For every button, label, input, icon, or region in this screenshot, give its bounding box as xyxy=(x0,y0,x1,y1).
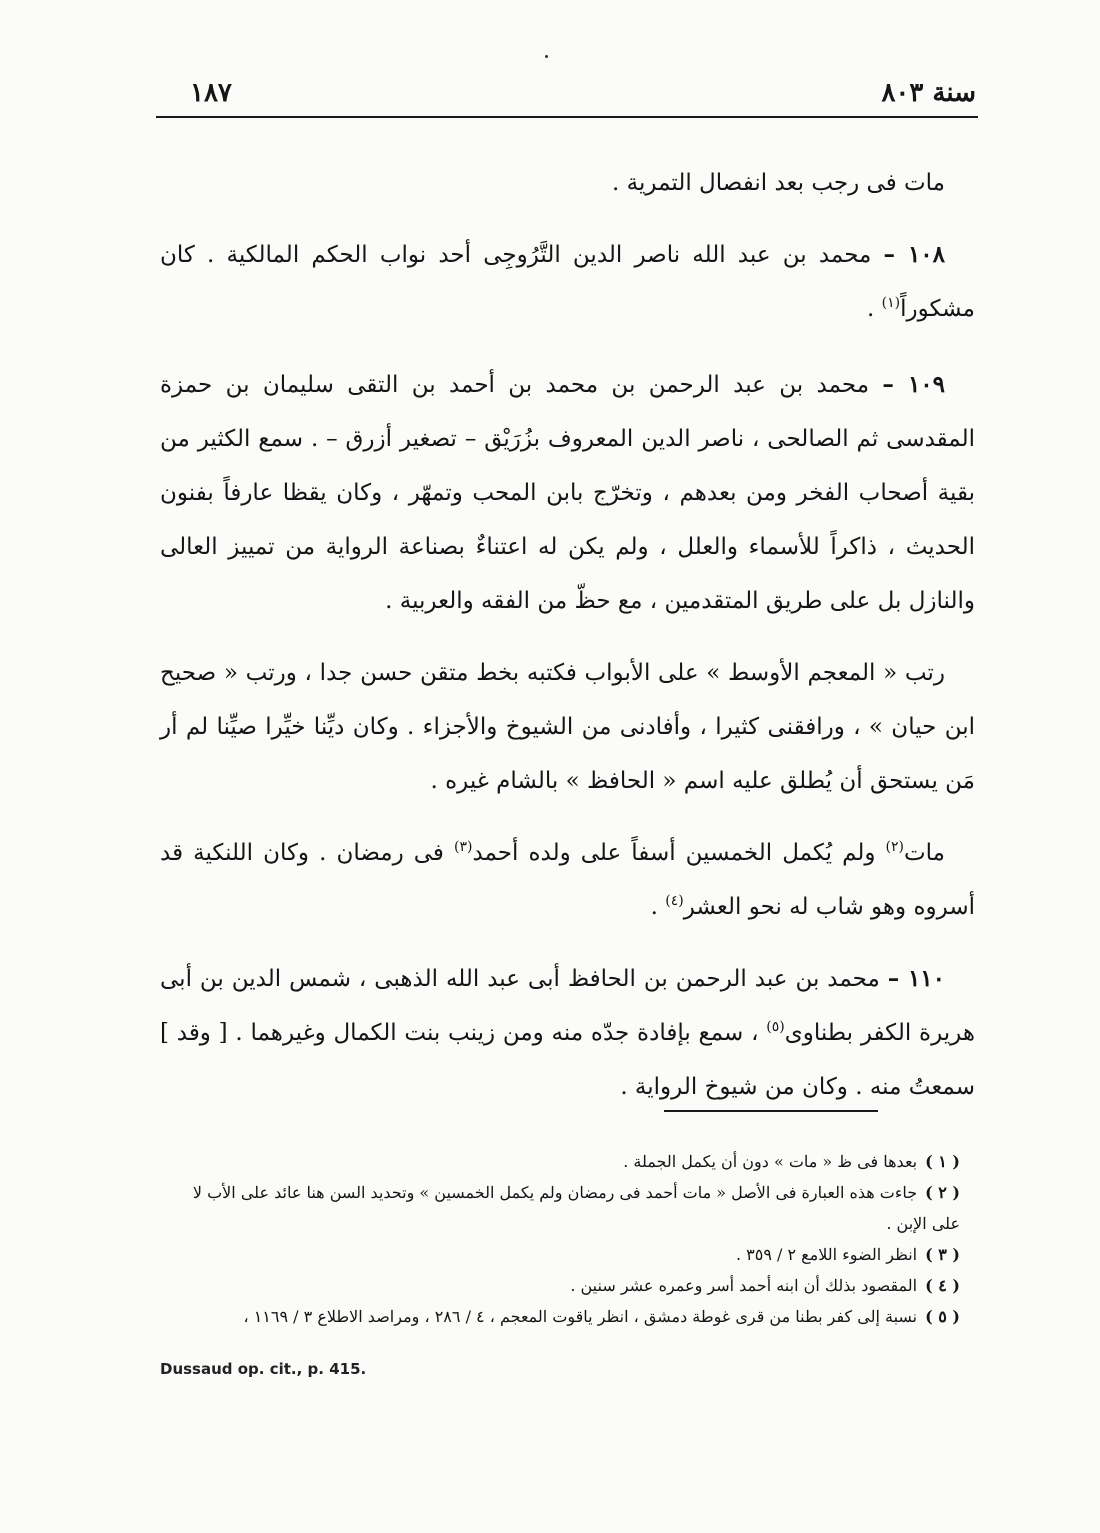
paragraph: رتب « المعجم الأوسط » على الأبواب فكتبه بخط متقن حسن جدا ، ورتب « صحيح ابن حيان » ، ورافقنى كثيرا ، وأفادنى من الشيوخ والأجزاء . وكان ديِّنا خيِّرا صيِّنا لم أر مَن يستحق أن يُطلق عليه اسم « الحافظ » بالشام غيره . xyxy=(160,660,975,794)
footnote-ref: (٢) xyxy=(885,839,905,855)
footnote-ref: (٣) xyxy=(453,839,473,855)
paragraph: مات فى رجب بعد انفصال التمرية . xyxy=(612,170,945,196)
footnote-4: ( ٤ )المقصود بذلك أن ابنه أحمد أسر وعمره عشر سنين . xyxy=(570,1276,960,1295)
footnote-ref: (٥) xyxy=(766,1019,785,1035)
footnote-1: ( ١ )بعدها فى ظ « مات » دون أن يكمل الجملة . xyxy=(623,1152,960,1171)
entry-number: ١٠٩ – xyxy=(882,371,945,398)
year-label: سنة ٨٠٣ xyxy=(881,78,976,108)
entry-number: ١٠٨ – xyxy=(883,241,945,268)
header-rule xyxy=(156,116,978,118)
entry-109: ١٠٩ – محمد بن عبد الرحمن بن محمد بن أحمد بن التقى سليمان بن حمزة المقدسى ثم الصالحى ، ناصر الدين المعروف بزُرَيْق – تصغير أزرق – . سمع الكثير من بقية أصحاب الفخر ومن بعدهم ، وتخرّج بابن المحب وتمهّر ، وكان يقظا عارفاً بفنون الحديث ، ذاكراً للأسماء والعلل ، ولم يكن له اعتناءٌ بصناعة الرواية من تمييز العالى والنازل بل على طريق المتقدمين ، مع حظّ من الفقه والعربية . xyxy=(160,371,975,614)
page-number: ١٨٧ xyxy=(190,78,232,108)
footnote-ref: (٤) xyxy=(665,893,684,909)
footnote-rule xyxy=(664,1110,878,1112)
footnote-2: ( ٢ )جاءت هذه العبارة فى الأصل « مات أحمد فى رمضان ولم يكمل الخمسين » وتحديد السن هنا عائد على الأب لا على الإبن . xyxy=(192,1183,960,1233)
paragraph: مات$^{(٢)}$ ولم يُكمل الخمسين أسفاً على ولده أحمد$^{(٣)}$ فى رمضان . وكان اللنكية قد أسروه وهو شاب له نحو العشر$^{(٤)}$ . xyxy=(160,839,975,920)
main-text xyxy=(160,156,975,1132)
entry-108: ١٠٨ – محمد بن عبد الله ناصر الدين التَّرُوجِى أحد نواب الحكم المالكية . كان مشكوراً$^{(١)}$ . xyxy=(160,241,975,322)
footnote-ref: (١) xyxy=(881,295,901,311)
footnote-5: ( ٥ )نسبة إلى كفر بطنا من قرى غوطة دمشق ، انظر ياقوت المعجم ، ٤ / ٢٨٦ ، ومراصد الاطلاع ٣ / ١١٦٩ ، xyxy=(243,1307,960,1326)
print-speck xyxy=(545,55,548,58)
running-header xyxy=(158,76,978,112)
latin-citation: Dussaud op. cit., p. 415. xyxy=(160,1360,367,1378)
footnotes xyxy=(160,1146,960,1332)
entry-number: ١١٠ – xyxy=(887,965,946,992)
footnote-3: ( ٣ )انظر الضوء اللامع ٢ / ٣٥٩ . xyxy=(735,1245,960,1264)
entry-110: ١١٠ – محمد بن عبد الرحمن بن الحافظ أبى عبد الله الذهبى ، شمس الدين بن أبى هريرة الكفر بطناوى$^{(٥)}$ ، سمع بإفادة جدّه منه ومن زينب بنت الكمال وغيرهما . [ وقد ] سمعتُ منه . وكان من شيوخ الرواية . xyxy=(160,965,975,1100)
